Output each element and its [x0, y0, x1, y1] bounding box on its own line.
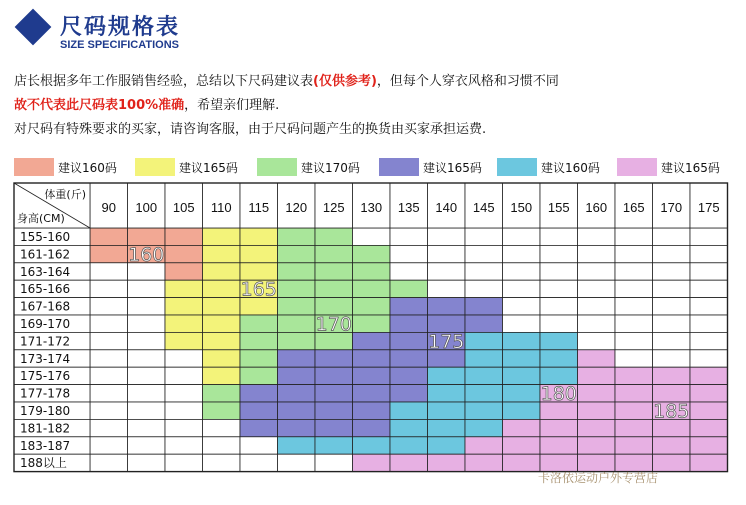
note-text: 店长根据多年工作服销售经验，总结以下尺码建议表	[14, 74, 314, 89]
size-cell	[615, 280, 653, 297]
size-cell	[165, 315, 203, 332]
size-cell	[165, 385, 203, 402]
size-cell	[540, 228, 578, 245]
legend-label: 建议165码	[661, 160, 720, 175]
size-cell	[540, 263, 578, 280]
size-cell	[203, 454, 241, 471]
size-cell	[690, 437, 728, 454]
size-cell	[578, 298, 616, 315]
weight-label: 140	[435, 200, 458, 215]
corner-weight-label: 体重(斤)	[44, 188, 86, 201]
size-cell	[390, 437, 428, 454]
height-label: 161-162	[20, 247, 71, 262]
size-cell	[278, 437, 316, 454]
size-cell	[653, 437, 691, 454]
size-cell	[615, 437, 653, 454]
size-cell	[578, 385, 616, 402]
size-cell	[353, 402, 391, 419]
size-zone-label: 170	[315, 313, 352, 336]
size-cell	[465, 298, 503, 315]
size-cell	[503, 298, 541, 315]
size-cell	[315, 385, 353, 402]
size-cell	[278, 298, 316, 315]
size-cell	[465, 385, 503, 402]
size-cell	[128, 367, 166, 384]
size-cell	[615, 419, 653, 436]
size-cell	[615, 385, 653, 402]
size-cell	[165, 280, 203, 297]
size-cell	[540, 350, 578, 367]
height-label: 155-160	[20, 230, 71, 244]
size-cell	[90, 454, 128, 471]
size-cell	[578, 263, 616, 280]
size-cell	[615, 228, 653, 245]
size-cell	[690, 298, 728, 315]
size-cell	[353, 454, 391, 471]
size-cell	[690, 315, 728, 332]
size-cell	[90, 419, 128, 436]
size-cell	[428, 385, 466, 402]
size-cell	[165, 245, 203, 262]
size-cell	[578, 437, 616, 454]
size-cell	[315, 228, 353, 245]
size-cell	[503, 350, 541, 367]
size-cell	[90, 350, 128, 367]
note-highlight: (仅供参考)	[313, 74, 377, 89]
size-cell	[503, 315, 541, 332]
size-cell	[540, 437, 578, 454]
size-cell	[353, 385, 391, 402]
size-cell	[578, 419, 616, 436]
size-cell	[465, 332, 503, 349]
size-zone-label: 165	[240, 278, 277, 301]
size-cell	[90, 263, 128, 280]
size-zone-label: 180	[540, 383, 577, 405]
height-label: 179-180	[20, 404, 71, 418]
height-label: 181-182	[20, 421, 71, 436]
size-cell	[278, 402, 316, 419]
size-cell	[653, 367, 691, 384]
note-text: ，希望亲们理解.	[184, 98, 280, 113]
size-cell	[353, 298, 391, 315]
size-cell	[203, 437, 241, 454]
weight-label: 155	[547, 200, 570, 215]
weight-label: 170	[660, 200, 683, 215]
size-cell	[390, 263, 428, 280]
size-cell	[690, 263, 728, 280]
weight-label: 100	[135, 200, 158, 215]
height-label: 165-166	[20, 282, 71, 297]
size-cell	[690, 367, 728, 384]
size-cell	[615, 402, 653, 419]
weight-label: 90	[101, 200, 116, 215]
size-cell	[128, 332, 166, 349]
size-cell	[278, 367, 316, 384]
size-cell	[503, 454, 541, 471]
size-cell	[503, 263, 541, 280]
legend-label: 建议165码	[179, 160, 238, 175]
size-cell	[653, 454, 691, 471]
height-label: 169-170	[20, 317, 71, 331]
size-cell	[203, 298, 241, 315]
size-cell	[203, 228, 241, 245]
size-cell	[503, 332, 541, 349]
height-label: 183-187	[20, 438, 71, 453]
size-cell	[240, 454, 278, 471]
size-cell	[390, 350, 428, 367]
size-cell	[203, 350, 241, 367]
size-cell	[390, 419, 428, 436]
size-cell	[353, 437, 391, 454]
size-cell	[128, 280, 166, 297]
size-cell	[540, 298, 578, 315]
size-cell	[390, 298, 428, 315]
size-cell	[615, 315, 653, 332]
size-cell	[653, 332, 691, 349]
size-cell	[315, 263, 353, 280]
size-cell	[465, 454, 503, 471]
weight-label: 120	[285, 200, 308, 215]
size-cell	[315, 367, 353, 384]
size-cell	[203, 332, 241, 349]
size-cell	[653, 350, 691, 367]
size-cell	[90, 385, 128, 402]
size-cell	[240, 385, 278, 402]
height-label: 177-178	[20, 386, 71, 401]
size-cell	[540, 332, 578, 349]
size-cell	[128, 437, 166, 454]
height-label: 171-172	[20, 334, 71, 349]
size-cell	[240, 245, 278, 262]
height-label: 173-174	[20, 351, 71, 366]
size-cell	[390, 454, 428, 471]
size-cell	[278, 280, 316, 297]
size-cell	[353, 419, 391, 436]
size-cell	[278, 350, 316, 367]
size-cell	[128, 419, 166, 436]
size-cell	[690, 228, 728, 245]
size-cell	[428, 263, 466, 280]
size-cell	[428, 298, 466, 315]
size-cell	[578, 402, 616, 419]
size-cell	[690, 402, 728, 419]
size-cell	[465, 402, 503, 419]
weight-label: 135	[397, 200, 420, 215]
legend-label: 建议160码	[58, 160, 117, 175]
size-cell	[353, 263, 391, 280]
size-cell	[203, 367, 241, 384]
size-cell	[90, 332, 128, 349]
size-cell	[315, 280, 353, 297]
size-cell	[203, 245, 241, 262]
size-cell	[428, 454, 466, 471]
size-cell	[165, 332, 203, 349]
legend-label: 建议165码	[423, 160, 482, 175]
size-cell	[503, 245, 541, 262]
size-cell	[465, 350, 503, 367]
size-cell	[503, 367, 541, 384]
size-cell	[578, 280, 616, 297]
size-cell	[353, 332, 391, 349]
size-cell	[653, 298, 691, 315]
note-line-3: 对尺码有特殊要求的买家，请咨询客服，由于尺码问题产生的换货由买家承担运费.	[14, 122, 487, 137]
size-cell	[578, 228, 616, 245]
size-cell	[465, 280, 503, 297]
size-cell	[165, 228, 203, 245]
size-cell	[540, 419, 578, 436]
size-cell	[240, 350, 278, 367]
note-text: ，但每个人穿衣风格和习惯不同	[376, 74, 559, 89]
size-cell	[428, 280, 466, 297]
size-cell	[390, 402, 428, 419]
size-cell	[465, 263, 503, 280]
size-cell	[690, 454, 728, 471]
size-cell	[615, 245, 653, 262]
size-cell	[578, 350, 616, 367]
size-cell	[315, 454, 353, 471]
size-cell	[240, 437, 278, 454]
size-cell	[390, 315, 428, 332]
legend-label: 建议170码	[301, 160, 360, 175]
size-cell	[90, 367, 128, 384]
size-cell	[240, 228, 278, 245]
size-cell	[128, 228, 166, 245]
weight-label: 145	[472, 200, 495, 215]
size-cell	[278, 385, 316, 402]
size-cell	[353, 228, 391, 245]
size-cell	[90, 402, 128, 419]
size-cell	[503, 228, 541, 245]
size-cell	[315, 245, 353, 262]
size-cell	[503, 280, 541, 297]
size-cell	[578, 245, 616, 262]
size-cell	[390, 228, 428, 245]
size-cell	[240, 332, 278, 349]
weight-label: 125	[322, 200, 345, 215]
size-zone-label: 175	[428, 330, 465, 353]
size-cell	[278, 245, 316, 262]
page-title: 尺码规格表	[60, 15, 181, 40]
size-cell	[428, 402, 466, 419]
size-cell	[465, 437, 503, 454]
height-label: 175-176	[20, 369, 71, 384]
size-cell	[353, 245, 391, 262]
size-cell	[615, 298, 653, 315]
size-cell	[540, 245, 578, 262]
size-cell	[690, 332, 728, 349]
size-cell	[353, 367, 391, 384]
size-cell	[128, 298, 166, 315]
size-cell	[615, 263, 653, 280]
legend-label: 建议160码	[541, 160, 600, 175]
size-cell	[390, 245, 428, 262]
size-cell	[615, 332, 653, 349]
size-cell	[578, 315, 616, 332]
size-cell	[503, 419, 541, 436]
size-cell	[690, 385, 728, 402]
size-cell	[240, 402, 278, 419]
size-cell	[203, 280, 241, 297]
size-cell	[653, 263, 691, 280]
size-cell	[128, 350, 166, 367]
weight-label: 130	[360, 200, 383, 215]
size-cell	[315, 402, 353, 419]
size-zone-label: 160	[128, 243, 165, 266]
size-cell	[465, 245, 503, 262]
size-cell	[390, 367, 428, 384]
weight-label: 115	[248, 200, 270, 215]
size-cell	[353, 350, 391, 367]
size-cell	[353, 280, 391, 297]
size-cell	[240, 315, 278, 332]
size-cell	[653, 228, 691, 245]
size-cell	[203, 315, 241, 332]
corner-height-label: 身高(CM)	[17, 212, 65, 225]
size-cell	[315, 419, 353, 436]
size-cell	[390, 385, 428, 402]
size-cell	[203, 419, 241, 436]
size-cell	[203, 385, 241, 402]
size-cell	[315, 350, 353, 367]
size-cell	[615, 350, 653, 367]
size-cell	[240, 419, 278, 436]
size-cell	[578, 332, 616, 349]
size-cell	[653, 315, 691, 332]
size-cell	[165, 402, 203, 419]
size-cell	[390, 280, 428, 297]
size-cell	[578, 367, 616, 384]
size-cell	[540, 315, 578, 332]
size-cell	[278, 419, 316, 436]
size-cell	[165, 437, 203, 454]
size-cell	[278, 315, 316, 332]
weight-label: 110	[210, 200, 232, 215]
size-cell	[653, 385, 691, 402]
size-cell	[240, 367, 278, 384]
size-cell	[690, 419, 728, 436]
weight-label: 175	[697, 200, 720, 215]
size-cell	[315, 298, 353, 315]
size-cell	[690, 245, 728, 262]
weight-label: 105	[172, 200, 195, 215]
size-cell	[428, 245, 466, 262]
size-cell	[90, 298, 128, 315]
weight-label: 165	[622, 200, 645, 215]
size-cell	[428, 315, 466, 332]
size-cell	[128, 402, 166, 419]
size-cell	[90, 437, 128, 454]
size-cell	[203, 263, 241, 280]
size-cell	[615, 367, 653, 384]
note-highlight: 故不代表此尺码表100%准确	[14, 98, 185, 113]
size-zone-label: 185	[653, 400, 690, 423]
size-cell	[428, 437, 466, 454]
size-cell	[90, 245, 128, 262]
size-cell	[428, 228, 466, 245]
size-cell	[503, 437, 541, 454]
size-cell	[128, 315, 166, 332]
size-cell	[165, 419, 203, 436]
size-cell	[690, 280, 728, 297]
size-cell	[428, 367, 466, 384]
size-cell	[390, 332, 428, 349]
size-cell	[278, 228, 316, 245]
size-cell	[465, 419, 503, 436]
size-cell	[165, 350, 203, 367]
size-cell	[653, 245, 691, 262]
size-cell	[353, 315, 391, 332]
size-cell	[203, 402, 241, 419]
size-cell	[540, 367, 578, 384]
size-cell	[278, 263, 316, 280]
size-cell	[278, 454, 316, 471]
size-cell	[90, 228, 128, 245]
size-cell	[165, 263, 203, 280]
size-cell	[690, 350, 728, 367]
size-cell	[128, 385, 166, 402]
page-subtitle: SIZE SPECIFICATIONS	[60, 39, 179, 51]
size-cell	[428, 419, 466, 436]
height-label: 188以上	[20, 456, 67, 471]
size-cell	[90, 315, 128, 332]
size-cell	[465, 315, 503, 332]
size-cell	[315, 437, 353, 454]
height-label: 167-168	[20, 299, 71, 314]
size-cell	[128, 454, 166, 471]
size-cell	[465, 228, 503, 245]
size-cell	[165, 367, 203, 384]
store-watermark: 卡洛依运动户外专营店	[538, 471, 659, 485]
size-cell	[165, 454, 203, 471]
size-cell	[503, 385, 541, 402]
size-cell	[503, 402, 541, 419]
size-cell	[165, 298, 203, 315]
size-cell	[240, 263, 278, 280]
size-cell	[465, 367, 503, 384]
weight-label: 160	[585, 200, 608, 215]
size-cell	[278, 332, 316, 349]
weight-label: 150	[510, 200, 533, 215]
size-cell	[90, 280, 128, 297]
size-cell	[540, 280, 578, 297]
size-cell	[653, 280, 691, 297]
height-label: 163-164	[20, 264, 71, 279]
